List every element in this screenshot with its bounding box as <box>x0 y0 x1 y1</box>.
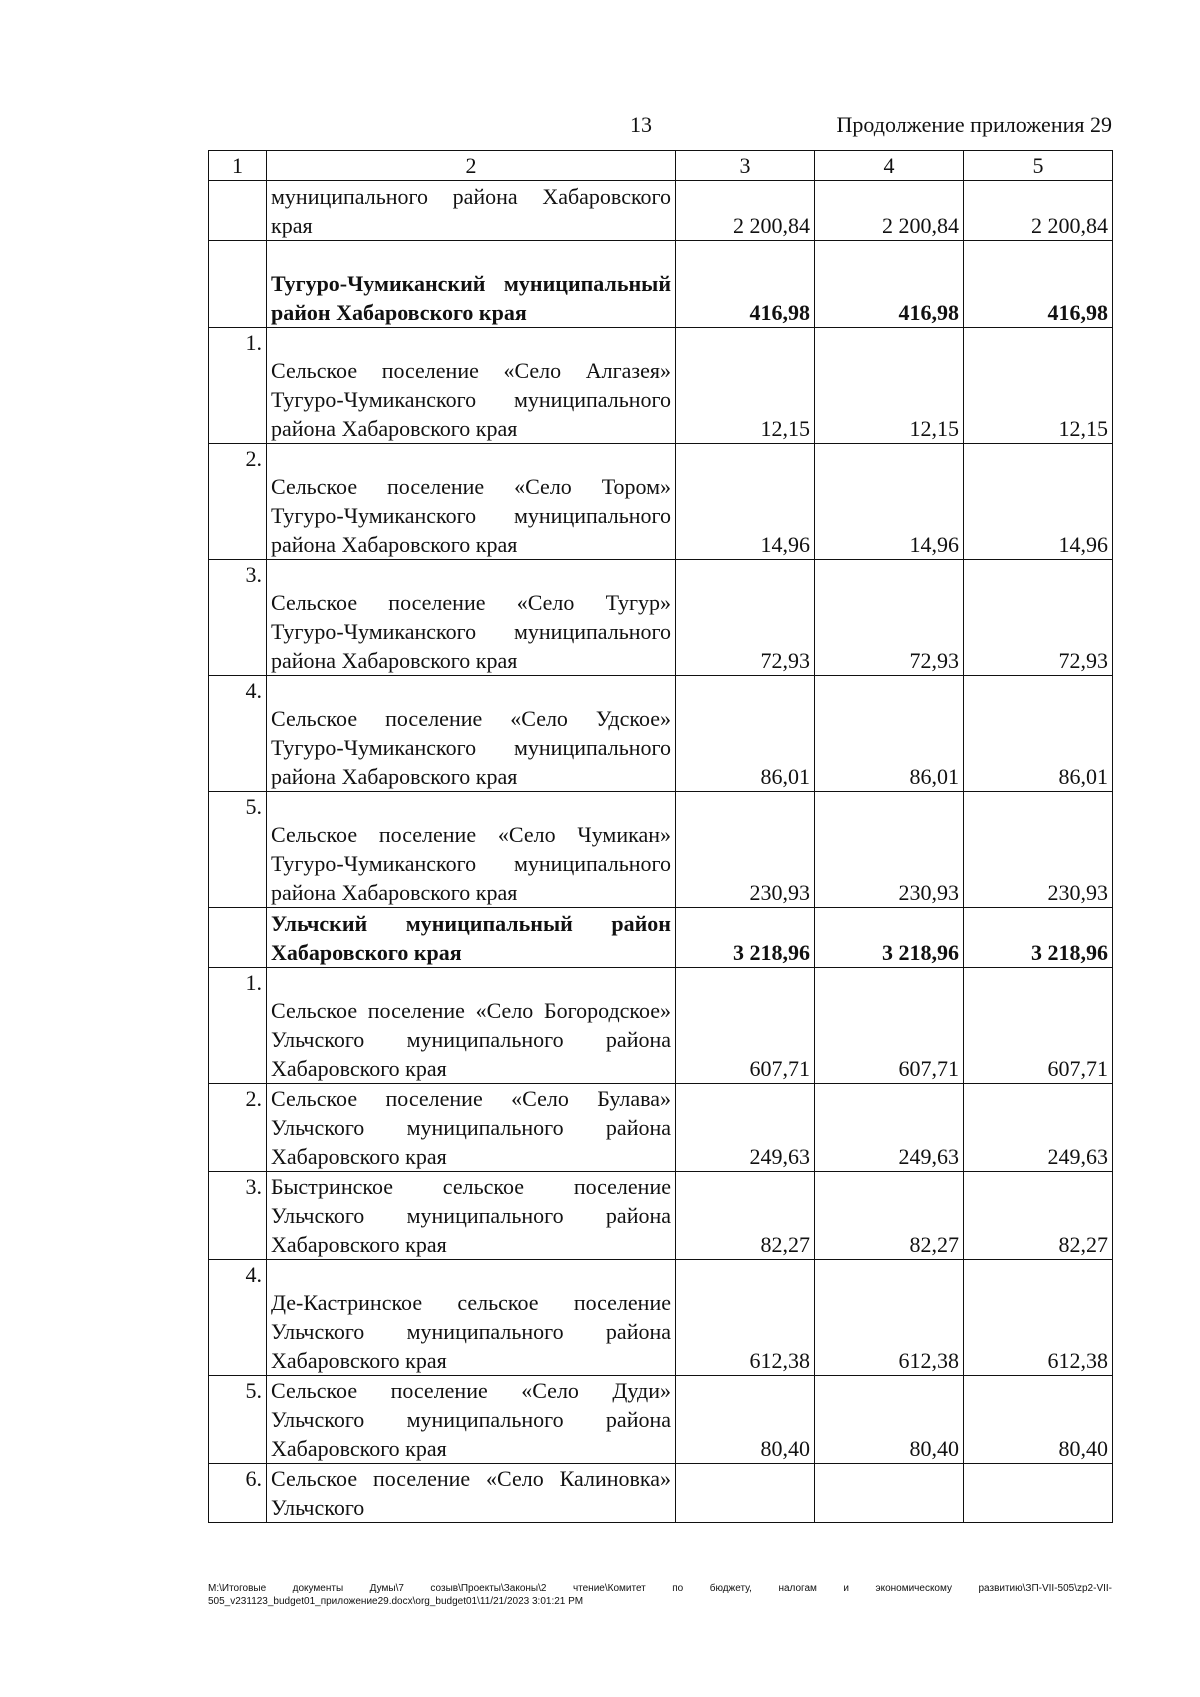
row-number <box>209 908 267 968</box>
row-number: 2. <box>209 444 267 560</box>
row-value-col4: 249,63 <box>815 1084 964 1172</box>
column-header: 4 <box>815 151 964 181</box>
table-row <box>209 181 1113 241</box>
continuation-label: Продолжение приложения 29 <box>836 112 1112 137</box>
row-value-col5: 80,40 <box>964 1376 1113 1464</box>
row-value-col5: 2 200,84 <box>964 181 1113 241</box>
table-row <box>209 328 1113 444</box>
row-number: 1. <box>209 968 267 1084</box>
table-row-district-total <box>209 241 1113 328</box>
row-value-col3: 230,93 <box>676 792 815 908</box>
row-number: 5. <box>209 1376 267 1464</box>
table-row <box>209 676 1113 792</box>
row-name: Ульчский муниципальный район Хабаровского края <box>267 908 676 968</box>
row-number: 3. <box>209 1172 267 1260</box>
row-value-col5: 607,71 <box>964 968 1113 1084</box>
column-header: 2 <box>267 151 676 181</box>
table-row <box>209 444 1113 560</box>
row-value-col4: 86,01 <box>815 676 964 792</box>
table-row <box>209 1172 1113 1260</box>
row-value-col4 <box>815 1464 964 1523</box>
row-value-col4: 230,93 <box>815 792 964 908</box>
row-value-col4: 2 200,84 <box>815 181 964 241</box>
row-number <box>209 181 267 241</box>
row-value-col4: 82,27 <box>815 1172 964 1260</box>
row-value-col3: 249,63 <box>676 1084 815 1172</box>
row-value-col3: 72,93 <box>676 560 815 676</box>
row-value-col3: 80,40 <box>676 1376 815 1464</box>
row-number: 4. <box>209 676 267 792</box>
row-value-col4: 80,40 <box>815 1376 964 1464</box>
row-name: Сельское поселение «Село Калиновка» Ульчского <box>267 1464 676 1523</box>
row-name: Сельское поселение «Село Тугур» Тугуро-Чумиканского муниципального района Хабаровского края <box>267 560 676 676</box>
row-number: 4. <box>209 1260 267 1376</box>
page-header <box>0 112 1200 142</box>
row-value-col4: 14,96 <box>815 444 964 560</box>
row-value-col5 <box>964 1464 1113 1523</box>
row-number: 2. <box>209 1084 267 1172</box>
row-value-col3: 2 200,84 <box>676 181 815 241</box>
file-path-footer: M:\Итоговые документы Думы\7 созыв\Проекты\Законы\2 чтение\Комитет по бюджету, налогам и экономическому развитию\ЗП-VII-505\zp2-VII-505_v231123_budget01_приложение29.docx\org_budget01\11/21/2023 3:01:21 PM <box>208 1583 1112 1607</box>
table-row <box>209 1084 1113 1172</box>
table-row <box>209 1464 1113 1523</box>
row-value-col3: 86,01 <box>676 676 815 792</box>
row-value-col4: 612,38 <box>815 1260 964 1376</box>
row-number: 5. <box>209 792 267 908</box>
column-header: 1 <box>209 151 267 181</box>
row-value-col3: 12,15 <box>676 328 815 444</box>
row-value-col5: 86,01 <box>964 676 1113 792</box>
row-name: Сельское поселение «Село Дуди» Ульчского муниципального района Хабаровского края <box>267 1376 676 1464</box>
row-value-col5: 12,15 <box>964 328 1113 444</box>
row-value-col5: 230,93 <box>964 792 1113 908</box>
row-name: Сельское поселение «Село Алгазея» Тугуро-Чумиканского муниципального района Хабаровского края <box>267 328 676 444</box>
row-value-col3: 82,27 <box>676 1172 815 1260</box>
row-value-col4: 3 218,96 <box>815 908 964 968</box>
budget-table <box>208 150 1113 1523</box>
row-number: 1. <box>209 328 267 444</box>
row-value-col4: 607,71 <box>815 968 964 1084</box>
row-value-col4: 12,15 <box>815 328 964 444</box>
row-value-col3: 416,98 <box>676 241 815 328</box>
row-value-col4: 72,93 <box>815 560 964 676</box>
row-value-col5: 612,38 <box>964 1260 1113 1376</box>
row-name: Сельское поселение «Село Тором» Тугуро-Чумиканского муниципального района Хабаровского края <box>267 444 676 560</box>
row-name: Сельское поселение «Село Булава» Ульчского муниципального района Хабаровского края <box>267 1084 676 1172</box>
row-value-col5: 416,98 <box>964 241 1113 328</box>
row-value-col3: 3 218,96 <box>676 908 815 968</box>
row-value-col5: 72,93 <box>964 560 1113 676</box>
row-number: 6. <box>209 1464 267 1523</box>
table-row <box>209 560 1113 676</box>
row-value-col3: 612,38 <box>676 1260 815 1376</box>
row-number: 3. <box>209 560 267 676</box>
table-row <box>209 792 1113 908</box>
row-value-col5: 14,96 <box>964 444 1113 560</box>
row-value-col5: 249,63 <box>964 1084 1113 1172</box>
table-row <box>209 1376 1113 1464</box>
row-name: Де-Кастринское сельское поселение Ульчского муниципального района Хабаровского края <box>267 1260 676 1376</box>
row-name: Сельское поселение «Село Чумикан» Тугуро-Чумиканского муниципального района Хабаровского края <box>267 792 676 908</box>
row-name: Быстринское сельское поселение Ульчского муниципального района Хабаровского края <box>267 1172 676 1260</box>
table-row <box>209 968 1113 1084</box>
row-name: Тугуро-Чумиканский муниципальный район Хабаровского края <box>267 241 676 328</box>
row-value-col3: 607,71 <box>676 968 815 1084</box>
table-row-district-total <box>209 908 1113 968</box>
column-number-row <box>209 151 1113 181</box>
row-value-col3: 14,96 <box>676 444 815 560</box>
column-header: 5 <box>964 151 1113 181</box>
row-name: муниципального района Хабаровского края <box>267 181 676 241</box>
row-value-col5: 3 218,96 <box>964 908 1113 968</box>
row-name: Сельское поселение «Село Удское» Тугуро-Чумиканского муниципального района Хабаровского края <box>267 676 676 792</box>
page-number: 13 <box>630 112 652 137</box>
row-value-col5: 82,27 <box>964 1172 1113 1260</box>
table-row <box>209 1260 1113 1376</box>
row-number <box>209 241 267 328</box>
row-value-col4: 416,98 <box>815 241 964 328</box>
row-value-col3 <box>676 1464 815 1523</box>
column-header: 3 <box>676 151 815 181</box>
row-name: Сельское поселение «Село Богородское» Ульчского муниципального района Хабаровского края <box>267 968 676 1084</box>
